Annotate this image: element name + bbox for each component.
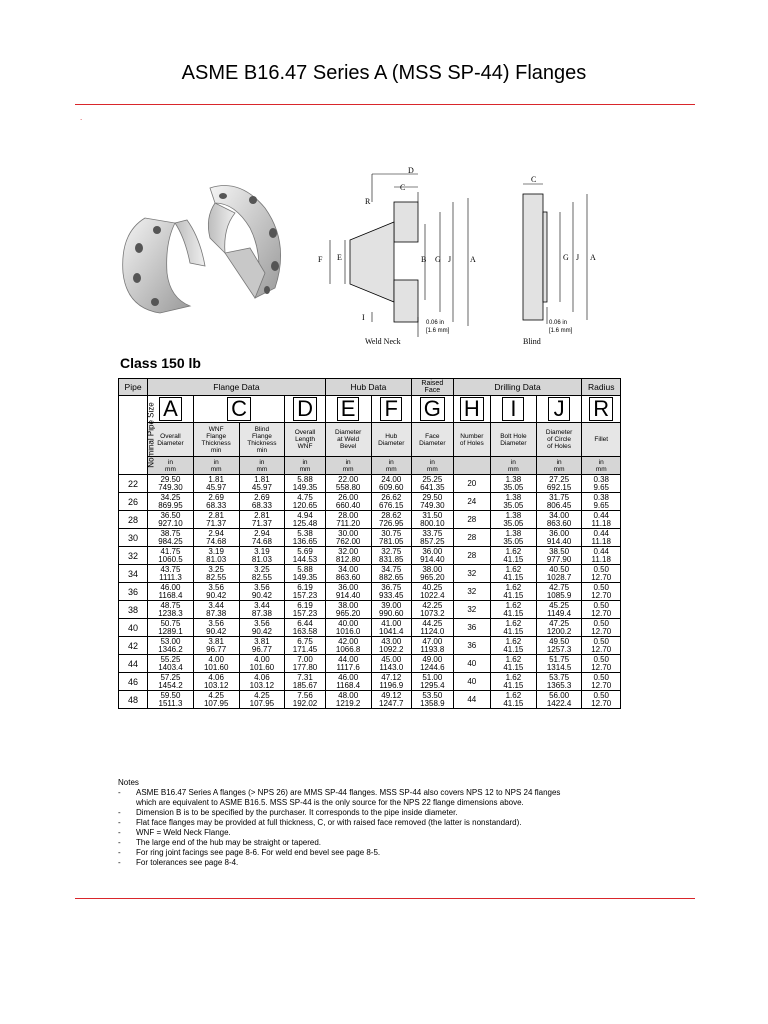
table-row [119, 529, 621, 547]
cell-i: 1.62 41.15 [491, 583, 537, 601]
cell-i: 1.62 41.15 [491, 601, 537, 619]
cell-j: 34.00 863.60 [536, 511, 582, 529]
nps-cell: 48 [119, 691, 148, 709]
dim-label-j: J [448, 255, 452, 264]
cell-f: 24.00 609.60 [371, 475, 412, 493]
dim-label-f: F [318, 255, 323, 264]
cell-d: 6.75 171.45 [285, 637, 326, 655]
cell-cb: 4.06 103.12 [239, 673, 285, 691]
cell-c: 3.19 81.03 [193, 547, 239, 565]
blind-label-c: C [531, 175, 537, 184]
cell-c: 2.94 74.68 [193, 529, 239, 547]
cell-e: 38.00 965.20 [325, 601, 371, 619]
cell-g: 25.25 641.35 [412, 475, 454, 493]
cell-i: 1.62 41.15 [491, 637, 537, 655]
cell-r: 0.50 12.70 [582, 673, 621, 691]
cell-j: 53.75 1365.3 [536, 673, 582, 691]
letter-c: C [227, 397, 251, 421]
cell-c: 3.44 87.38 [193, 601, 239, 619]
cell-d: 5.69 144.53 [285, 547, 326, 565]
cell-a: 29.50 749.30 [148, 475, 194, 493]
cell-c: 3.25 82.55 [193, 565, 239, 583]
note-7: - For tolerances see page 8-4. [118, 858, 638, 868]
cell-cb: 3.25 82.55 [239, 565, 285, 583]
notes [118, 778, 638, 868]
nps-cell: 42 [119, 637, 148, 655]
page-title: ASME B16.47 Series A (MSS SP-44) Flanges [181, 62, 587, 84]
cell-i: 1.62 41.15 [491, 655, 537, 673]
cell-d: 5.88 149.35 [285, 565, 326, 583]
column-description: Hub Diameter [371, 423, 412, 457]
cell-f: 39.00 990.60 [371, 601, 412, 619]
cell-h: 24 [453, 493, 490, 511]
group-flange-data: Flange Data [148, 379, 326, 396]
cell-h: 36 [453, 637, 490, 655]
nps-cell: 28 [119, 511, 148, 529]
cell-r: 0.50 12.70 [582, 655, 621, 673]
cell-f: 49.12 1247.7 [371, 691, 412, 709]
cell-g: 53.50 1358.9 [412, 691, 454, 709]
cell-e: 36.00 914.40 [325, 583, 371, 601]
cell-a: 48.75 1238.3 [148, 601, 194, 619]
letter-h: H [460, 397, 484, 421]
cell-d: 5.38 136.65 [285, 529, 326, 547]
weld-neck-drawing [310, 162, 500, 352]
table-row [119, 493, 621, 511]
cell-e: 30.00 762.00 [325, 529, 371, 547]
cell-d: 4.75 120.65 [285, 493, 326, 511]
cell-cb: 2.81 71.37 [239, 511, 285, 529]
unit-cell: in mm [239, 457, 285, 475]
cell-r: 0.44 11.18 [582, 547, 621, 565]
dim-label-d: D [408, 166, 414, 175]
cell-d: 4.94 125.48 [285, 511, 326, 529]
blind-note-1: 0.06 in [549, 320, 568, 326]
cell-r: 0.50 12.70 [582, 565, 621, 583]
cell-a: 59.50 1511.3 [148, 691, 194, 709]
cell-g: 47.00 1193.8 [412, 637, 454, 655]
column-description: Number of Holes [453, 423, 490, 457]
cell-i: 1.38 35.05 [491, 511, 537, 529]
unit-cell: in mm [148, 457, 194, 475]
column-description: Diameter of Circle of Holes [536, 423, 582, 457]
cell-c: 3.56 90.42 [193, 583, 239, 601]
letter-i: I [502, 397, 524, 421]
bottom-divider [75, 898, 695, 899]
cell-d: 7.00 177.80 [285, 655, 326, 673]
top-divider [75, 104, 695, 105]
note-3: - Flat face flanges may be provided at full thickness, C, or with raised face removed (the latter is nonstandard). [118, 818, 638, 828]
class-title: Class 150 lb [120, 355, 201, 371]
cell-f: 28.62 726.95 [371, 511, 412, 529]
nps-cell: 30 [119, 529, 148, 547]
unit-cell: in mm [582, 457, 621, 475]
nominal-pipe-size-header: Nominal Pipe Size [119, 396, 148, 475]
cell-g: 29.50 749.30 [412, 493, 454, 511]
cell-a: 50.75 1289.1 [148, 619, 194, 637]
cell-e: 48.00 1219.2 [325, 691, 371, 709]
cell-g: 31.50 800.10 [412, 511, 454, 529]
nps-cell: 26 [119, 493, 148, 511]
cell-f: 32.75 831.85 [371, 547, 412, 565]
cell-f: 30.75 781.05 [371, 529, 412, 547]
cell-a: 41.75 1060.5 [148, 547, 194, 565]
letter-e: E [337, 397, 360, 421]
blind-caption: Blind [523, 337, 541, 346]
nps-cell: 44 [119, 655, 148, 673]
cell-c: 4.06 103.12 [193, 673, 239, 691]
cell-c: 3.56 90.42 [193, 619, 239, 637]
table-row [119, 637, 621, 655]
cell-i: 1.38 35.05 [491, 475, 537, 493]
table-row [119, 619, 621, 637]
nps-cell: 38 [119, 601, 148, 619]
column-description: Blind Flange Thickness min [239, 423, 285, 457]
cell-g: 49.00 1244.6 [412, 655, 454, 673]
cell-d: 6.44 163.58 [285, 619, 326, 637]
table-row [119, 655, 621, 673]
cell-e: 46.00 1168.4 [325, 673, 371, 691]
cell-a: 57.25 1454.2 [148, 673, 194, 691]
letter-g: G [420, 397, 445, 421]
description-row [119, 423, 621, 457]
cell-r: 0.44 11.18 [582, 529, 621, 547]
column-description: Diameter at Weld Bevel [325, 423, 371, 457]
cell-r: 0.50 12.70 [582, 691, 621, 709]
cell-a: 38.75 984.25 [148, 529, 194, 547]
table-row [119, 565, 621, 583]
note-5: - The large end of the hub may be straight or tapered. [118, 838, 638, 848]
raised-face-note-1: 0.06 in [426, 320, 445, 326]
blind-label-j: J [576, 253, 580, 262]
nps-cell: 36 [119, 583, 148, 601]
cell-j: 51.75 1314.5 [536, 655, 582, 673]
cell-f: 47.12 1196.9 [371, 673, 412, 691]
dim-label-i: I [362, 313, 365, 322]
table-row [119, 475, 621, 493]
cell-j: 36.00 914.40 [536, 529, 582, 547]
group-header-row [119, 379, 621, 396]
dim-label-e: E [337, 253, 342, 262]
cell-r: 0.50 12.70 [582, 601, 621, 619]
letter-r: R [589, 397, 613, 421]
nps-cell: 22 [119, 475, 148, 493]
cell-i: 1.38 35.05 [491, 493, 537, 511]
cell-cb: 3.44 87.38 [239, 601, 285, 619]
column-description: Overall Length WNF [285, 423, 326, 457]
dim-label-b: B [421, 255, 427, 264]
note-4: - WNF = Weld Neck Flange. [118, 828, 638, 838]
cell-h: 32 [453, 565, 490, 583]
cell-h: 44 [453, 691, 490, 709]
cell-cb: 3.19 81.03 [239, 547, 285, 565]
blind-flange-drawing [505, 162, 625, 352]
cell-e: 40.00 1016.0 [325, 619, 371, 637]
table-row [119, 547, 621, 565]
cell-a: 43.75 1111.3 [148, 565, 194, 583]
cell-r: 0.50 12.70 [582, 583, 621, 601]
cell-a: 34.25 869.95 [148, 493, 194, 511]
cell-j: 27.25 692.15 [536, 475, 582, 493]
cell-cb: 3.56 90.42 [239, 619, 285, 637]
cell-j: 47.25 1200.2 [536, 619, 582, 637]
cell-e: 32.00 812.80 [325, 547, 371, 565]
blind-label-g: G [563, 253, 569, 262]
flange-dimension-table [118, 378, 621, 709]
unit-cell: in mm [491, 457, 537, 475]
nps-cell: 40 [119, 619, 148, 637]
cell-d: 5.88 149.35 [285, 475, 326, 493]
letter-j: J [548, 397, 570, 421]
cell-j: 38.50 977.90 [536, 547, 582, 565]
nps-cell: 34 [119, 565, 148, 583]
table-row [119, 583, 621, 601]
group-raised-face: Raised Face [412, 379, 454, 396]
nps-cell: 46 [119, 673, 148, 691]
column-description: Fillet [582, 423, 621, 457]
cell-f: 43.00 1092.2 [371, 637, 412, 655]
unit-cell: in mm [285, 457, 326, 475]
cell-h: 20 [453, 475, 490, 493]
cell-d: 7.31 185.67 [285, 673, 326, 691]
cell-cb: 1.81 45.97 [239, 475, 285, 493]
cell-c: 1.81 45.97 [193, 475, 239, 493]
cell-a: 55.25 1403.4 [148, 655, 194, 673]
table-row [119, 601, 621, 619]
cell-cb: 3.81 96.77 [239, 637, 285, 655]
cell-h: 40 [453, 655, 490, 673]
cell-d: 6.19 157.23 [285, 583, 326, 601]
unit-cell: in mm [371, 457, 412, 475]
cell-j: 56.00 1422.4 [536, 691, 582, 709]
group-radius: Radius [582, 379, 621, 396]
cell-j: 40.50 1028.7 [536, 565, 582, 583]
cell-j: 42.75 1085.9 [536, 583, 582, 601]
blind-label-a: A [590, 253, 596, 262]
dim-label-a: A [470, 255, 476, 264]
cell-e: 44.00 1117.6 [325, 655, 371, 673]
cell-i: 1.62 41.15 [491, 691, 537, 709]
column-description: WNF Flange Thickness min [193, 423, 239, 457]
table-row [119, 511, 621, 529]
unit-cell: in mm [536, 457, 582, 475]
cell-f: 41.00 1041.4 [371, 619, 412, 637]
cell-a: 53.00 1346.2 [148, 637, 194, 655]
cell-g: 42.25 1073.2 [412, 601, 454, 619]
cell-d: 6.19 157.23 [285, 601, 326, 619]
table-row [119, 691, 621, 709]
cell-g: 36.00 914.40 [412, 547, 454, 565]
weld-neck-caption: Weld Neck [365, 337, 401, 346]
cell-cb: 4.00 101.60 [239, 655, 285, 673]
cell-a: 36.50 927.10 [148, 511, 194, 529]
letter-f: F [380, 397, 402, 421]
flange-3d-illustration [115, 178, 295, 318]
note-1: - ASME B16.47 Series A flanges (> NPS 26) are MMS SP-44 flanges. MSS SP-44 also covers NPS 12 to NPS 24 flanges [118, 788, 638, 798]
cell-cb: 4.25 107.95 [239, 691, 285, 709]
group-hub-data: Hub Data [325, 379, 411, 396]
cell-c: 4.00 101.60 [193, 655, 239, 673]
column-description: Face Diameter [412, 423, 454, 457]
table-row [119, 673, 621, 691]
cell-i: 1.62 41.15 [491, 547, 537, 565]
cell-g: 40.25 1022.4 [412, 583, 454, 601]
dot-mark: . [80, 113, 83, 122]
cell-c: 3.81 96.77 [193, 637, 239, 655]
cell-g: 38.00 965.20 [412, 565, 454, 583]
group-pipe: Pipe [119, 379, 148, 396]
cell-c: 2.81 71.37 [193, 511, 239, 529]
cell-g: 33.75 857.25 [412, 529, 454, 547]
unit-cell: in mm [325, 457, 371, 475]
blind-note-2: [1.6 mm] [549, 328, 573, 334]
cell-f: 26.62 676.15 [371, 493, 412, 511]
cell-j: 31.75 806.45 [536, 493, 582, 511]
letter-a: A [159, 397, 182, 421]
note-2: - Dimension B is to be specified by the purchaser. It corresponds to the pipe inside diameter. [118, 808, 638, 818]
unit-cell: in mm [193, 457, 239, 475]
cell-e: 26.00 660.40 [325, 493, 371, 511]
cell-h: 28 [453, 547, 490, 565]
note-1-cont: which are equivalent to ASME B16.5. MSS SP-44 is the only source for the NPS 22 flange dimensions above. [136, 798, 524, 807]
cell-e: 34.00 863.60 [325, 565, 371, 583]
cell-g: 44.25 1124.0 [412, 619, 454, 637]
cell-h: 40 [453, 673, 490, 691]
cell-r: 0.50 12.70 [582, 637, 621, 655]
cell-h: 36 [453, 619, 490, 637]
cell-c: 4.25 107.95 [193, 691, 239, 709]
dim-label-r: R [365, 197, 371, 206]
unit-cell: in mm [412, 457, 454, 475]
cell-f: 34.75 882.65 [371, 565, 412, 583]
units-row [119, 457, 621, 475]
cell-i: 1.62 41.15 [491, 673, 537, 691]
dim-label-c: C [400, 183, 406, 192]
cell-d: 7.56 192.02 [285, 691, 326, 709]
cell-e: 42.00 1066.8 [325, 637, 371, 655]
cell-h: 32 [453, 583, 490, 601]
cell-r: 0.38 9.65 [582, 493, 621, 511]
group-drilling-data: Drilling Data [453, 379, 582, 396]
cell-h: 28 [453, 511, 490, 529]
cell-e: 28.00 711.20 [325, 511, 371, 529]
letter-d: D [293, 397, 317, 421]
nps-cell: 32 [119, 547, 148, 565]
note-6: - For ring joint facings see page 8-6. For weld end bevel see page 8-5. [118, 848, 638, 858]
cell-a: 46.00 1168.4 [148, 583, 194, 601]
cell-cb: 3.56 90.42 [239, 583, 285, 601]
cell-r: 0.38 9.65 [582, 475, 621, 493]
cell-c: 2.69 68.33 [193, 493, 239, 511]
cell-r: 0.44 11.18 [582, 511, 621, 529]
cell-e: 22.00 558.80 [325, 475, 371, 493]
cell-i: 1.62 41.15 [491, 619, 537, 637]
letter-row [119, 396, 621, 423]
cell-g: 51.00 1295.4 [412, 673, 454, 691]
cell-f: 45.00 1143.0 [371, 655, 412, 673]
cell-r: 0.50 12.70 [582, 619, 621, 637]
raised-face-note-2: [1.6 mm] [426, 328, 450, 334]
cell-j: 45.25 1149.4 [536, 601, 582, 619]
cell-h: 28 [453, 529, 490, 547]
cell-i: 1.62 41.15 [491, 565, 537, 583]
dim-label-g: G [435, 255, 441, 264]
cell-j: 49.50 1257.3 [536, 637, 582, 655]
cell-f: 36.75 933.45 [371, 583, 412, 601]
cell-i: 1.38 35.05 [491, 529, 537, 547]
cell-cb: 2.94 74.68 [239, 529, 285, 547]
cell-cb: 2.69 68.33 [239, 493, 285, 511]
notes-heading: Notes [118, 778, 139, 787]
cell-h: 32 [453, 601, 490, 619]
unit-cell [453, 457, 490, 475]
column-description: Overall Diameter [148, 423, 194, 457]
column-description: Bolt Hole Diameter [491, 423, 537, 457]
